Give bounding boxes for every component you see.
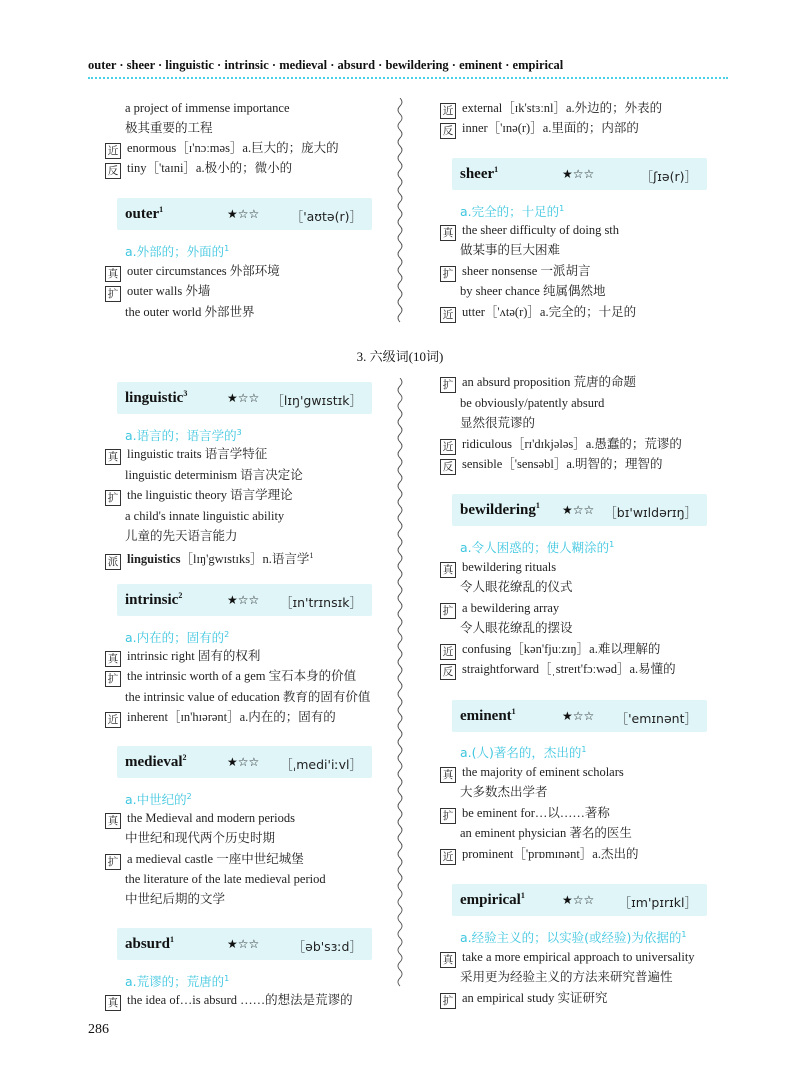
pronunciation: ［bɪ'wɪldərɪŋ］ bbox=[604, 505, 697, 520]
example-line: the outer world 外部世界 bbox=[125, 305, 255, 319]
derived-line: 派 linguistics［lɪŋ'gwɪstɪks］n.语言学$^1$ bbox=[105, 548, 313, 570]
synonym-line: 近 confusing［kən'fjuːzɪŋ］a.难以理解的 bbox=[440, 641, 660, 660]
synonym-line: 近 ridiculous［rɪ'dɪkjələs］a.愚蠢的；荒谬的 bbox=[440, 436, 682, 455]
frequency-stars: ★☆☆ bbox=[227, 207, 260, 221]
entry-header-bewildering bbox=[452, 494, 707, 526]
frequency-stars: ★☆☆ bbox=[562, 893, 595, 907]
example-line: 真 the sheer difficulty of doing sth bbox=[440, 222, 619, 241]
synonym-line: 近 inherent［ɪn'hɪərənt］a.内在的；固有的 bbox=[105, 709, 336, 728]
section-title: 3. 六级词(10词) bbox=[356, 349, 444, 364]
example-line: by sheer chance 纯属偶然地 bbox=[460, 284, 606, 298]
headword: intrinsic$^2$ bbox=[125, 591, 183, 608]
page-number: 286 bbox=[88, 1022, 109, 1037]
entry-header-sheer bbox=[452, 158, 707, 190]
entry-header-empirical bbox=[452, 884, 707, 916]
frequency-stars: ★☆☆ bbox=[562, 503, 595, 517]
entry-header-absurd bbox=[117, 928, 372, 960]
example-line: an eminent physician 著名的医生 bbox=[460, 826, 632, 840]
example-line: 扩 the linguistic theory 语言学理论 bbox=[105, 487, 293, 506]
example-line: the intrinsic value of education 教育的固有价值 bbox=[125, 690, 371, 704]
example-line: 真 the Medieval and modern periods bbox=[105, 810, 295, 829]
pronunciation: ［'aʊtə(r)］ bbox=[290, 209, 362, 224]
example-line: a project of immense importance bbox=[125, 101, 290, 115]
header-rule bbox=[88, 77, 728, 79]
definition: a.完全的；十足的$^1$ bbox=[460, 203, 565, 219]
synonym-line: 近 enormous［ɪ'nɔːməs］a.巨大的；庞大的 bbox=[105, 140, 339, 159]
antonym-line: 反 sensible［'sensəbl］a.明智的；理智的 bbox=[440, 456, 663, 475]
entry-header-medieval bbox=[117, 746, 372, 778]
example-line: 扩 sheer nonsense 一派胡言 bbox=[440, 263, 590, 282]
antonym-line: 反 inner［'ɪnə(r)］a.里面的；内部的 bbox=[440, 120, 639, 139]
entry-header-outer bbox=[117, 198, 372, 230]
running-header: outer · sheer · linguistic · intrinsic · medieval · absurd · bewildering · eminent · empirical bbox=[88, 58, 564, 72]
example-line: be obviously/patently absurd bbox=[460, 396, 605, 410]
example-line: linguistic determinism 语言决定论 bbox=[125, 468, 303, 482]
example-line: 扩 an empirical study 实证研究 bbox=[440, 990, 607, 1009]
example-line: 扩 be eminent for…以……著称 bbox=[440, 805, 610, 824]
pronunciation: ［ɪm'pɪrɪkl］ bbox=[618, 895, 697, 910]
example-line: 扩 the intrinsic worth of a gem 宝石本身的价值 bbox=[105, 668, 356, 687]
headword: linguistic$^3$ bbox=[125, 389, 188, 406]
frequency-stars: ★☆☆ bbox=[562, 167, 595, 181]
headword: empirical$^1$ bbox=[460, 891, 525, 908]
example-line: 真 bewildering rituals bbox=[440, 559, 556, 578]
headword: medieval$^2$ bbox=[125, 753, 187, 770]
pronunciation: ［əb'sɜːd］ bbox=[292, 939, 362, 954]
frequency-stars: ★☆☆ bbox=[227, 755, 260, 769]
column-divider bbox=[396, 378, 404, 1010]
example-line: 真 the majority of eminent scholars bbox=[440, 764, 624, 783]
pronunciation: ［ɪn'trɪnsɪk］ bbox=[279, 595, 362, 610]
frequency-stars: ★☆☆ bbox=[227, 593, 260, 607]
example-line: 极其重要的工程 bbox=[125, 121, 213, 135]
headword: outer$^1$ bbox=[125, 205, 164, 222]
definition: a.中世纪的$^2$ bbox=[125, 791, 192, 807]
synonym-line: 近 external［ɪk'stɜːnl］a.外边的；外表的 bbox=[440, 100, 662, 119]
frequency-stars: ★☆☆ bbox=[562, 709, 595, 723]
definition: a.内在的；固有的$^2$ bbox=[125, 629, 230, 645]
example-line: 中世纪后期的文学 bbox=[125, 892, 226, 906]
column-divider bbox=[396, 98, 404, 324]
definition: a.令人困惑的；使人糊涂的$^1$ bbox=[460, 539, 615, 555]
entry-header-linguistic bbox=[117, 382, 372, 414]
frequency-stars: ★☆☆ bbox=[227, 937, 260, 951]
example-line: 真 intrinsic right 固有的权利 bbox=[105, 648, 260, 667]
example-line: 扩 an absurd proposition 荒唐的命题 bbox=[440, 374, 636, 393]
synonym-line: 近 prominent［'prɒmɪnənt］a.杰出的 bbox=[440, 846, 638, 865]
example-line: 真 the idea of…is absurd ……的想法是荒谬的 bbox=[105, 992, 353, 1011]
headword: bewildering$^1$ bbox=[460, 501, 540, 518]
example-line: the literature of the late medieval period bbox=[125, 872, 326, 886]
synonym-line: 近 utter［'ʌtə(r)］a.完全的；十足的 bbox=[440, 304, 636, 323]
pronunciation: ［lɪŋ'gwɪstɪk］ bbox=[271, 393, 362, 408]
pronunciation: ［'emɪnənt］ bbox=[615, 711, 697, 726]
definition: a.荒谬的；荒唐的$^1$ bbox=[125, 973, 230, 989]
antonym-line: 反 tiny［'taɪni］a.极小的；微小的 bbox=[105, 160, 292, 179]
example-line: 采用更为经验主义的方法来研究普遍性 bbox=[460, 970, 673, 984]
pronunciation: ［ˌmedi'iːvl］ bbox=[280, 757, 362, 772]
headword: sheer$^1$ bbox=[460, 165, 499, 182]
example-line: 扩 outer walls 外墙 bbox=[105, 283, 210, 302]
antonym-line: 反 straightforward［ˌstreɪt'fɔːwəd］a.易懂的 bbox=[440, 661, 676, 680]
entry-header-intrinsic bbox=[117, 584, 372, 616]
headword: eminent$^1$ bbox=[460, 707, 516, 724]
definition: a.外部的；外面的$^1$ bbox=[125, 243, 230, 259]
frequency-stars: ★☆☆ bbox=[227, 391, 260, 405]
definition: a.语言的；语言学的$^3$ bbox=[125, 427, 242, 443]
example-line: 令人眼花缭乱的仪式 bbox=[460, 580, 573, 594]
example-line: 显然很荒谬的 bbox=[460, 416, 536, 430]
definition: a.(人)著名的，杰出的$^1$ bbox=[460, 744, 587, 760]
example-line: 真 take a more empirical approach to universality bbox=[440, 949, 695, 968]
example-line: 做某事的巨大困难 bbox=[460, 243, 561, 257]
headword: absurd$^1$ bbox=[125, 935, 175, 952]
example-line: 真 linguistic traits 语言学特征 bbox=[105, 446, 267, 465]
example-line: 扩 a bewildering array bbox=[440, 600, 559, 619]
example-line: 大多数杰出学者 bbox=[460, 785, 548, 799]
example-line: 中世纪和现代两个历史时期 bbox=[125, 831, 276, 845]
example-line: 扩 a medieval castle 一座中世纪城堡 bbox=[105, 851, 304, 870]
example-line: 令人眼花缭乱的摆设 bbox=[460, 621, 573, 635]
example-line: 真 outer circumstances 外部环境 bbox=[105, 263, 280, 282]
definition: a.经验主义的；以实验(或经验)为依据的$^1$ bbox=[460, 929, 687, 945]
entry-header-eminent bbox=[452, 700, 707, 732]
pronunciation: ［ʃɪə(r)］ bbox=[640, 169, 697, 184]
example-line: 儿童的先天语言能力 bbox=[125, 529, 238, 543]
example-line: a child's innate linguistic ability bbox=[125, 509, 285, 523]
